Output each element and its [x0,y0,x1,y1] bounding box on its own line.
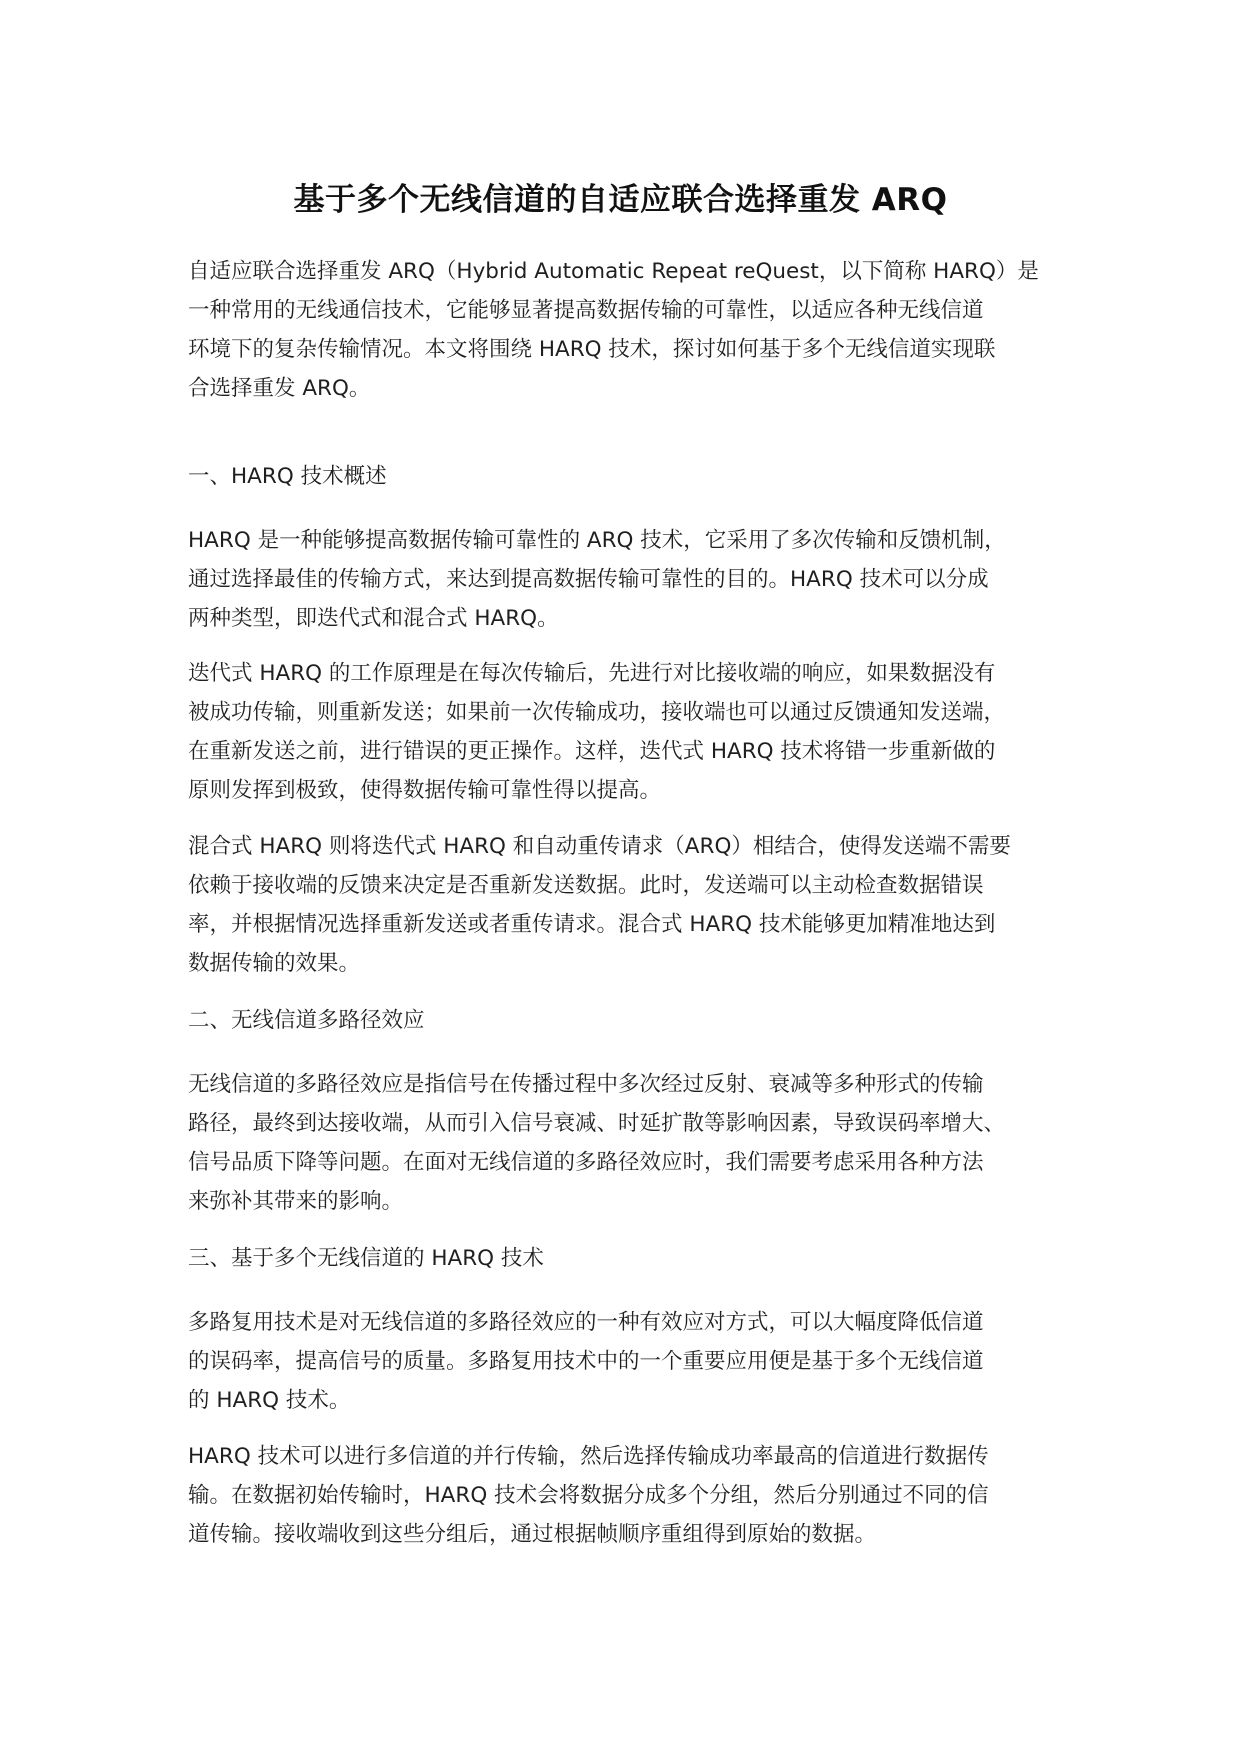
text-line: 来弥补其带来的影响。 [188,1189,404,1214]
text-line: 合选择重发 ARQ。 [188,376,371,401]
section-heading-3 [188,1239,544,1278]
text-line: HARQ 技术可以进行多信道的并行传输，然后选择传输成功率最高的信道进行数据传 [188,1444,989,1469]
heading-text: 三、基于多个无线信道的 HARQ 技术 [188,1246,544,1271]
text-line: 在重新发送之前，进行错误的更正操作。这样，迭代式 HARQ 技术将错一步重新做的 [188,739,996,764]
heading-text: 二、无线信道多路径效应 [188,1008,425,1033]
paragraph-iterative-harq [188,654,1005,810]
section-heading-2 [188,1001,425,1040]
text-line: 信号品质下降等问题。在面对无线信道的多路径效应时，我们需要考虑采用各种方法 [188,1150,984,1175]
text-line: HARQ 是一种能够提高数据传输可靠性的 ARQ 技术，它采用了多次传输和反馈机制， [188,528,1006,553]
heading-text: 一、HARQ 技术概述 [188,464,387,489]
text-line: 道传输。接收端收到这些分组后，通过根据帧顺序重组得到原始的数据。 [188,1522,877,1547]
paragraph-multiplexing [188,1303,984,1420]
text-line: 自适应联合选择重发 ARQ（Hybrid Automatic Repeat reQuest，以下简称 HARQ）是 [188,259,1039,284]
text-line: 原则发挥到极致，使得数据传输可靠性得以提高。 [188,778,662,803]
text-line: 混合式 HARQ 则将迭代式 HARQ 和自动重传请求（ARQ）相结合，使得发送端不需要 [188,834,1011,859]
text-line: 两种类型，即迭代式和混合式 HARQ。 [188,606,559,631]
text-line: 的误码率，提高信号的质量。多路复用技术中的一个重要应用便是基于多个无线信道 [188,1349,984,1374]
text-line: 被成功传输，则重新发送；如果前一次传输成功，接收端也可以通过反馈通知发送端， [188,700,1006,725]
text-line: 通过选择最佳的传输方式，来达到提高数据传输可靠性的目的。HARQ 技术可以分成 [188,567,989,592]
paragraph-harq-overview [188,521,1006,638]
paragraph-multipath [188,1065,1005,1221]
section-heading-1 [188,457,387,496]
text-line: 无线信道的多路径效应是指信号在传播过程中多次经过反射、衰减等多种形式的传输 [188,1072,984,1097]
text-line: 迭代式 HARQ 的工作原理是在每次传输后，先进行对比接收端的响应，如果数据没有 [188,661,996,686]
text-line: 率，并根据情况选择重新发送或者重传请求。混合式 HARQ 技术能够更加精准地达到 [188,912,996,937]
document-title: 基于多个无线信道的自适应联合选择重发 ARQ [293,182,948,218]
text-line: 的 HARQ 技术。 [188,1388,351,1413]
text-line: 一种常用的无线通信技术，它能够显著提高数据传输的可靠性，以适应各种无线信道 [188,298,984,323]
paragraph-parallel-transmission [188,1437,989,1554]
intro-paragraph [188,252,1039,408]
text-line: 路径，最终到达接收端，从而引入信号衰减、时延扩散等影响因素，导致误码率增大、 [188,1111,1006,1136]
text-line: 多路复用技术是对无线信道的多路径效应的一种有效应对方式，可以大幅度降低信道 [188,1310,984,1335]
text-line: 依赖于接收端的反馈来决定是否重新发送数据。此时，发送端可以主动检查数据错误 [188,873,984,898]
text-line: 环境下的复杂传输情况。本文将围绕 HARQ 技术，探讨如何基于多个无线信道实现联 [188,337,996,362]
paragraph-hybrid-harq [188,827,1011,983]
text-line: 数据传输的效果。 [188,951,361,976]
text-line: 输。在数据初始传输时，HARQ 技术会将数据分成多个分组，然后分别通过不同的信 [188,1483,989,1508]
